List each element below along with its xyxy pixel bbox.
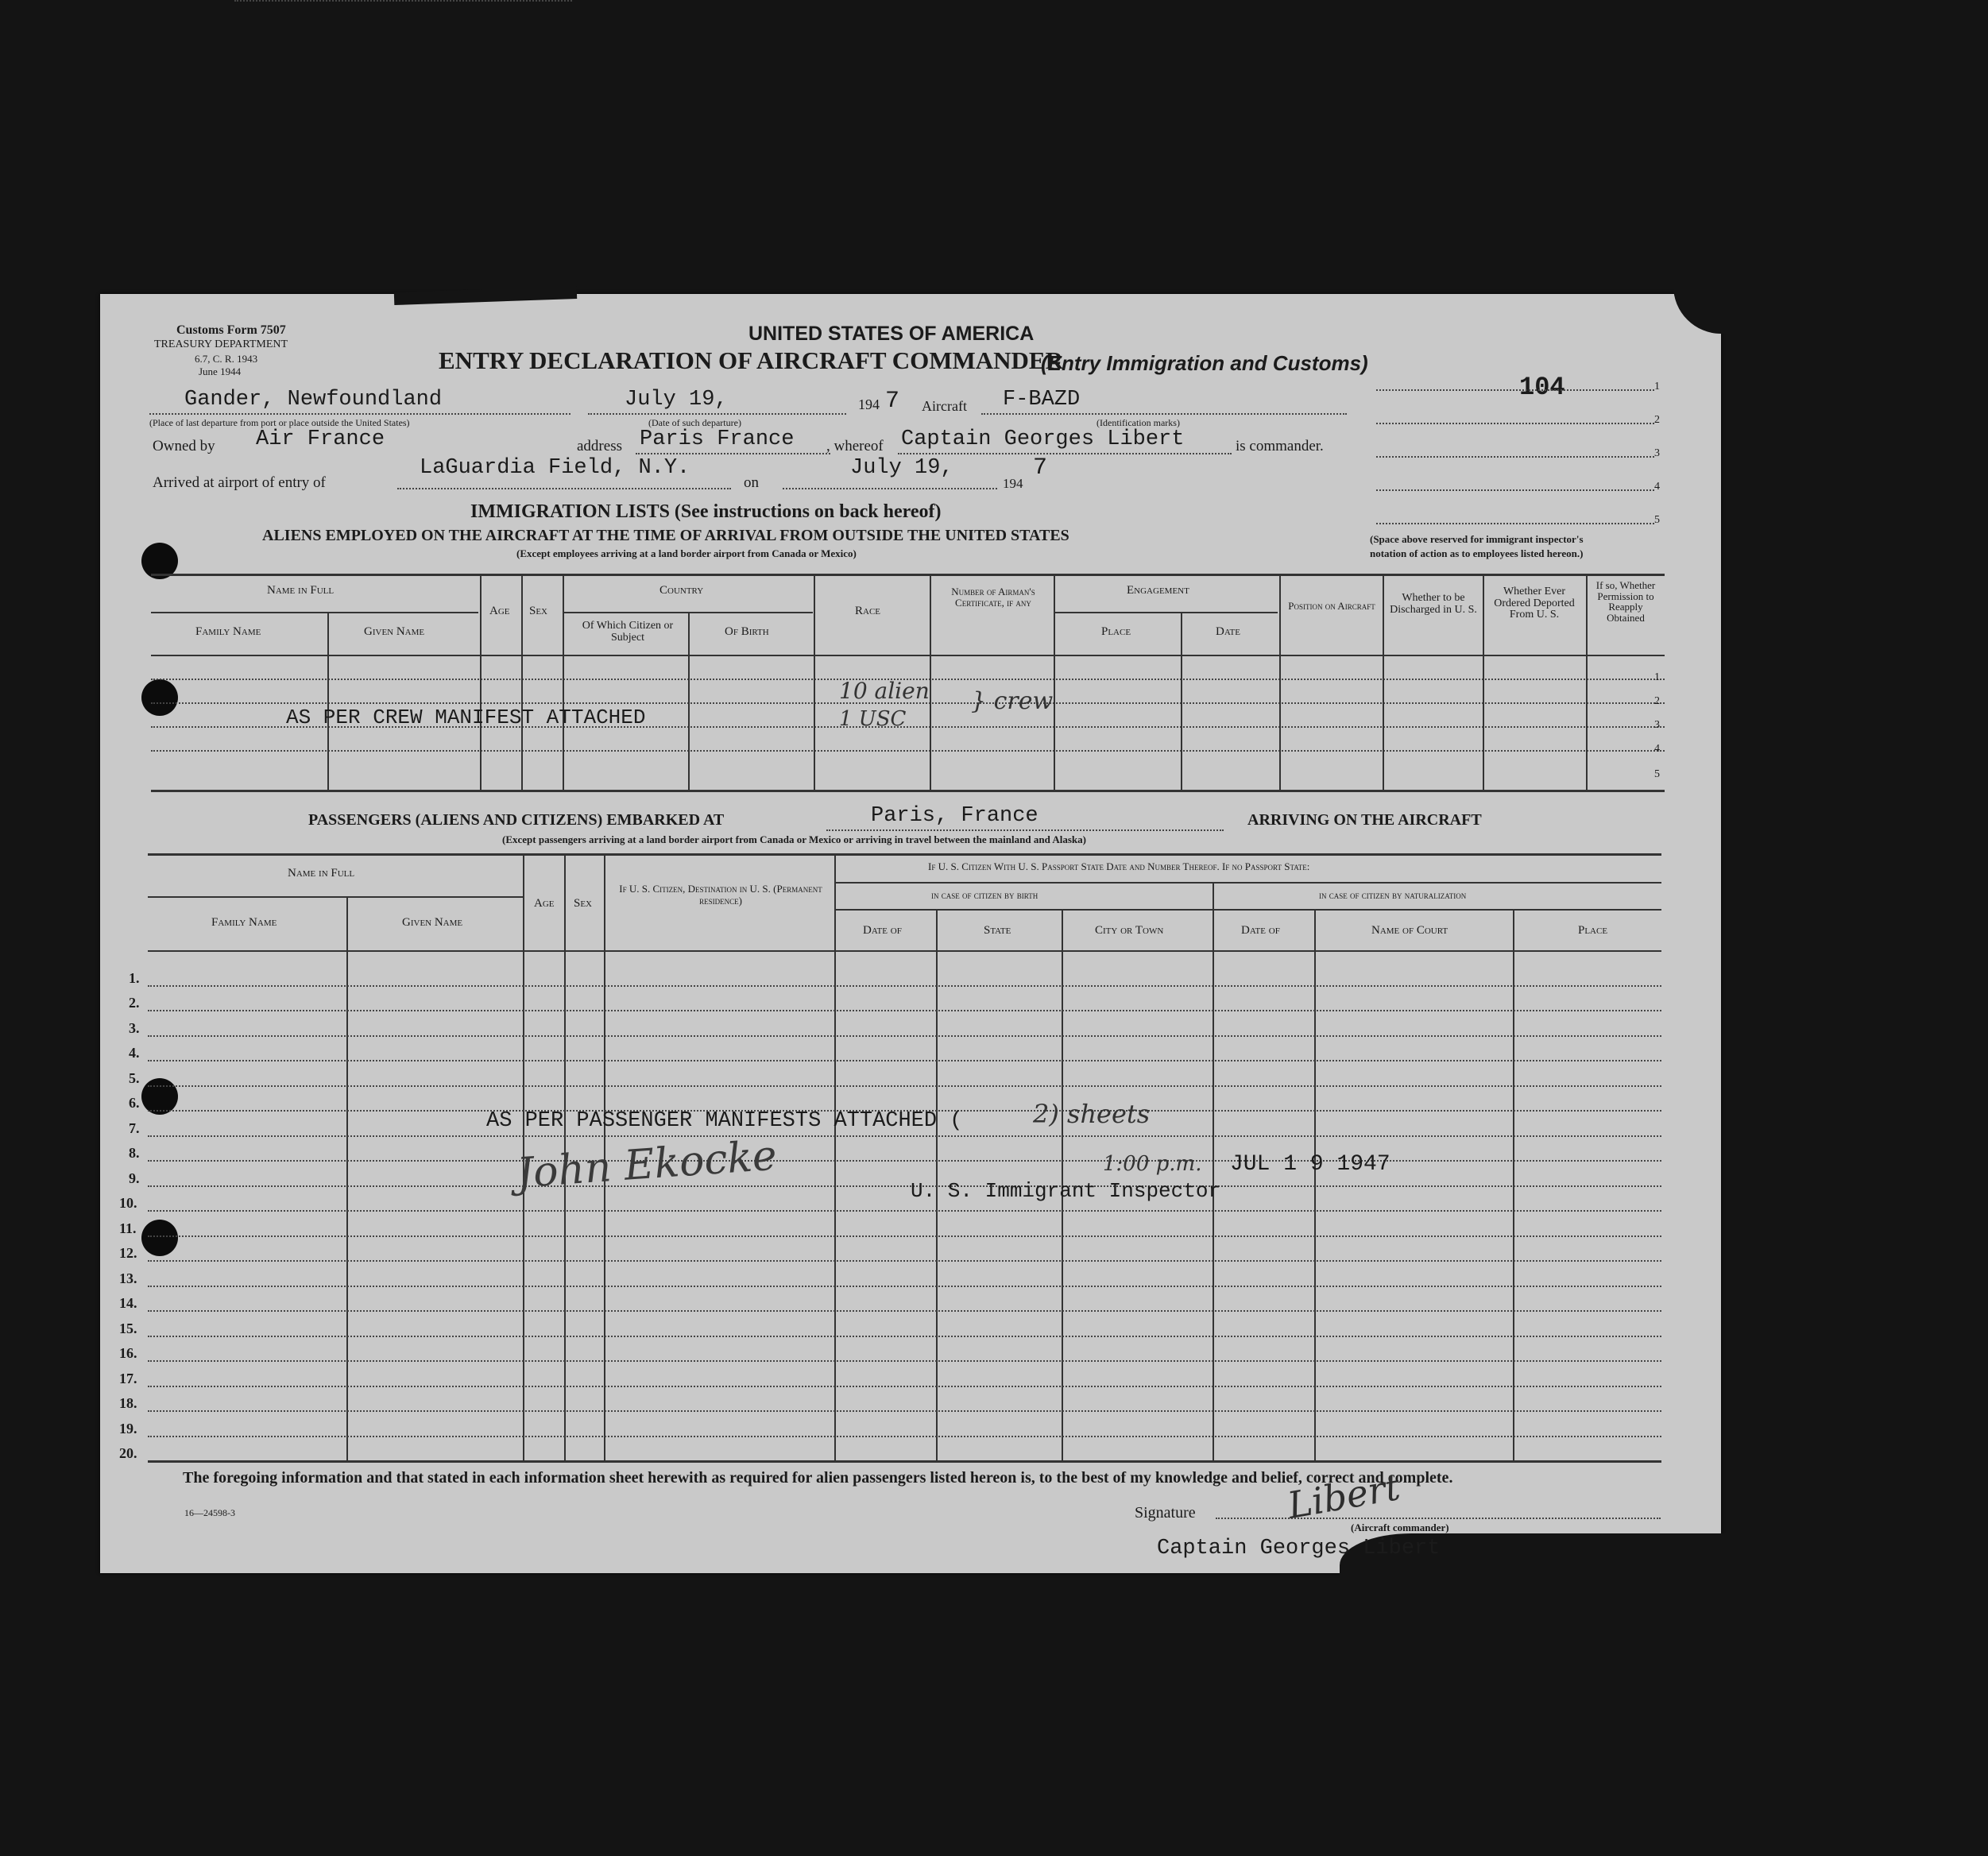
note-line-1: 1 xyxy=(1654,381,1660,392)
address: Paris France xyxy=(640,427,795,451)
pcol-name-in-full: Name in Full xyxy=(288,867,355,880)
note-line-2: 2 xyxy=(1654,414,1660,426)
pax-row-8: 8. xyxy=(129,1145,140,1161)
pax-row-7: 7. xyxy=(129,1120,140,1136)
col-country: Country xyxy=(659,584,704,597)
embark-place: Paris, France xyxy=(871,804,1038,828)
commander-name: Captain Georges Libert xyxy=(901,427,1185,451)
pax-row-1: 1. xyxy=(129,970,140,986)
note-line-5: 5 xyxy=(1654,514,1660,526)
col-position: Position on Aircraft xyxy=(1288,600,1375,612)
pax-row-15: 15. xyxy=(119,1320,137,1336)
owner: Air France xyxy=(256,427,385,451)
form-title: ENTRY DECLARATION OF AIRCRAFT COMMANDER xyxy=(439,346,1063,374)
col-race: Race xyxy=(855,605,881,617)
commander-printed-name: Captain Georges Libert xyxy=(1157,1537,1441,1560)
col-discharged: Whether to be Discharged in U. S. xyxy=(1390,592,1477,616)
country-heading: UNITED STATES OF AMERICA xyxy=(748,323,1035,345)
pcol-place: Place xyxy=(1578,924,1608,937)
emp-row-1: 1 xyxy=(1654,671,1660,683)
form-regulation: 6.7, C. R. 1943 xyxy=(195,353,258,365)
pcol-date-of-nat: Date of xyxy=(1241,924,1280,937)
col-deported: Whether Ever Ordered Deported From U. S. xyxy=(1494,586,1575,621)
arrival-date: July 19, xyxy=(850,456,953,480)
passengers-heading: PASSENGERS (ALIENS AND CITIZENS) EMBARKED AT xyxy=(308,811,725,829)
pax-row-9: 9. xyxy=(129,1170,140,1186)
pax-row-17: 17. xyxy=(119,1371,137,1386)
col-citizen-of: Of Which Citizen or Subject xyxy=(582,620,674,644)
pax-row-16: 16. xyxy=(119,1345,137,1361)
form-title-paren: (Entry Immigration and Customs) xyxy=(1041,351,1368,375)
pax-row-14: 14. xyxy=(119,1295,137,1311)
torn-corner xyxy=(1673,286,1737,334)
pax-row-6: 6. xyxy=(129,1095,140,1111)
pax-row-2: 2. xyxy=(129,995,140,1011)
pax-row-13: 13. xyxy=(119,1270,137,1286)
signature-caption: (Aircraft commander) xyxy=(1351,1522,1449,1533)
hand-note-crew: } crew xyxy=(971,687,1054,715)
arrival-year-digit: 7 xyxy=(1033,454,1048,481)
on-label: on xyxy=(744,474,759,491)
col-airman-cert: Number of Airman's Certificate, if any xyxy=(951,586,1035,609)
pcol-given-name: Given Name xyxy=(402,916,463,929)
form-date: June 1944 xyxy=(199,365,242,377)
col-eng-date: Date xyxy=(1216,625,1240,638)
torn-edge xyxy=(394,286,577,305)
hand-note-usc: 1 USC xyxy=(839,707,907,731)
col-family-name: Family Name xyxy=(195,625,261,638)
col-permission: If so, Whether Permission to Reapply Obtained xyxy=(1595,579,1656,624)
col-birth: Of Birth xyxy=(725,625,769,638)
hand-note-aliens: 10 alien xyxy=(839,678,930,704)
form-department: TREASURY DEPARTMENT xyxy=(154,338,288,350)
binder-hole xyxy=(141,1220,178,1256)
pcol-destination: If U. S. Citizen, Destination in U. S. (Permanent residence) xyxy=(619,883,822,907)
pax-row-5: 5. xyxy=(129,1070,140,1086)
departure-date: July 19, xyxy=(625,388,728,412)
inspector-caption-1: (Space above reserved for immigrant inspector's xyxy=(1370,533,1584,545)
emp-row-5: 5 xyxy=(1654,768,1660,780)
pcol-age: Age xyxy=(534,897,555,910)
immigration-subheading: ALIENS EMPLOYED ON THE AIRCRAFT AT THE TIME OF ARRIVAL FROM OUTSIDE THE UNITED STATES xyxy=(262,527,1069,544)
binder-hole xyxy=(141,679,178,716)
immigration-heading: IMMIGRATION LISTS (See instructions on back hereof) xyxy=(470,501,942,522)
inspector-title: U. S. Immigrant Inspector xyxy=(911,1179,1221,1203)
hand-sheets-count: 2) sheets xyxy=(1033,1099,1151,1129)
pcol-passport: If U. S. Citizen With U. S. Passport State Date and Number Thereof. If no Passport State: xyxy=(928,860,1310,872)
signature-label: Signature xyxy=(1135,1504,1196,1522)
pax-row-20: 20. xyxy=(119,1445,137,1461)
pax-row-4: 4. xyxy=(129,1045,140,1061)
departure-place: Gander, Newfoundland xyxy=(184,388,443,412)
pcol-family-name: Family Name xyxy=(211,916,277,929)
owned-by-label: Owned by xyxy=(153,438,215,454)
commander-suffix: is commander. xyxy=(1236,438,1324,454)
pax-row-19: 19. xyxy=(119,1421,137,1436)
arrived-label: Arrived at airport of entry of xyxy=(153,474,326,491)
declaration-text: The foregoing information and that stated in each information sheet herewith as required for alien passengers listed hereon is, to the best of my knowledge and belief, correct and complete. xyxy=(183,1469,1453,1487)
passengers-note: (Except passengers arriving at a land border airport from Canada or Mexico or arriving in travel between the mainland and Alaska) xyxy=(502,833,1086,845)
year-digit: 7 xyxy=(885,388,900,415)
passengers-heading-post: ARRIVING ON THE AIRCRAFT xyxy=(1247,811,1482,829)
aircraft-label: Aircraft xyxy=(922,398,967,414)
arrival-year-prefix: 194 xyxy=(1003,476,1023,491)
col-name-in-full: Name in Full xyxy=(267,584,335,597)
note-line-4: 4 xyxy=(1654,481,1660,493)
emp-row-2: 2 xyxy=(1654,695,1660,707)
col-age: Age xyxy=(489,605,510,617)
crew-manifest-note: AS PER CREW MANIFEST ATTACHED xyxy=(286,706,646,729)
inspector-caption-2: notation of action as to employees listed hereon.) xyxy=(1370,547,1584,559)
date-stamp: JUL 1 9 1947 xyxy=(1230,1152,1390,1177)
whereof-label: , whereof xyxy=(826,438,884,454)
col-eng-place: Place xyxy=(1101,625,1131,638)
entry-number: 104 xyxy=(1519,373,1565,402)
col-engagement: Engagement xyxy=(1127,584,1189,597)
pcol-date-of: Date of xyxy=(863,924,902,937)
hand-time: 1:00 p.m. xyxy=(1103,1152,1202,1176)
pcol-birth-group: in case of citizen by birth xyxy=(931,889,1038,901)
print-code: 16—24598-3 xyxy=(184,1507,235,1518)
pcol-court: Name of Court xyxy=(1371,924,1448,937)
pcol-nat-group: in case of citizen by naturalization xyxy=(1319,889,1467,901)
col-sex: Sex xyxy=(529,605,548,617)
passenger-manifest-note: AS PER PASSENGER MANIFESTS ATTACHED ( xyxy=(486,1109,963,1133)
col-given-name: Given Name xyxy=(364,625,425,638)
pcol-sex: Sex xyxy=(574,897,593,910)
form-id: Customs Form 7507 xyxy=(176,323,286,337)
pax-row-11: 11. xyxy=(119,1220,137,1236)
departure-date-caption: (Date of such departure) xyxy=(648,417,741,428)
pax-row-10: 10. xyxy=(119,1195,137,1211)
arrival-airport: LaGuardia Field, N.Y. xyxy=(420,456,690,480)
pcol-state: State xyxy=(984,924,1011,937)
inspector-signature: John Ekocke xyxy=(515,1131,779,1198)
commander-signature: Libert xyxy=(1284,1465,1404,1527)
aircraft-caption: (Identification marks) xyxy=(1096,417,1180,428)
emp-row-3: 3 xyxy=(1654,719,1660,731)
year-prefix: 194 xyxy=(858,396,880,412)
pcol-city: City or Town xyxy=(1095,924,1164,937)
emp-row-4: 4 xyxy=(1654,743,1660,755)
pax-row-18: 18. xyxy=(119,1395,137,1411)
pax-row-3: 3. xyxy=(129,1020,140,1036)
aircraft-id: F-BAZD xyxy=(1003,388,1081,412)
form-paper xyxy=(100,294,1721,1573)
immigration-note: (Except employees arriving at a land border airport from Canada or Mexico) xyxy=(516,547,857,559)
departure-place-caption: (Place of last departure from port or place outside the United States) xyxy=(149,417,410,428)
note-line-3: 3 xyxy=(1654,447,1660,459)
pax-row-12: 12. xyxy=(119,1245,137,1261)
address-label: address xyxy=(577,438,622,454)
